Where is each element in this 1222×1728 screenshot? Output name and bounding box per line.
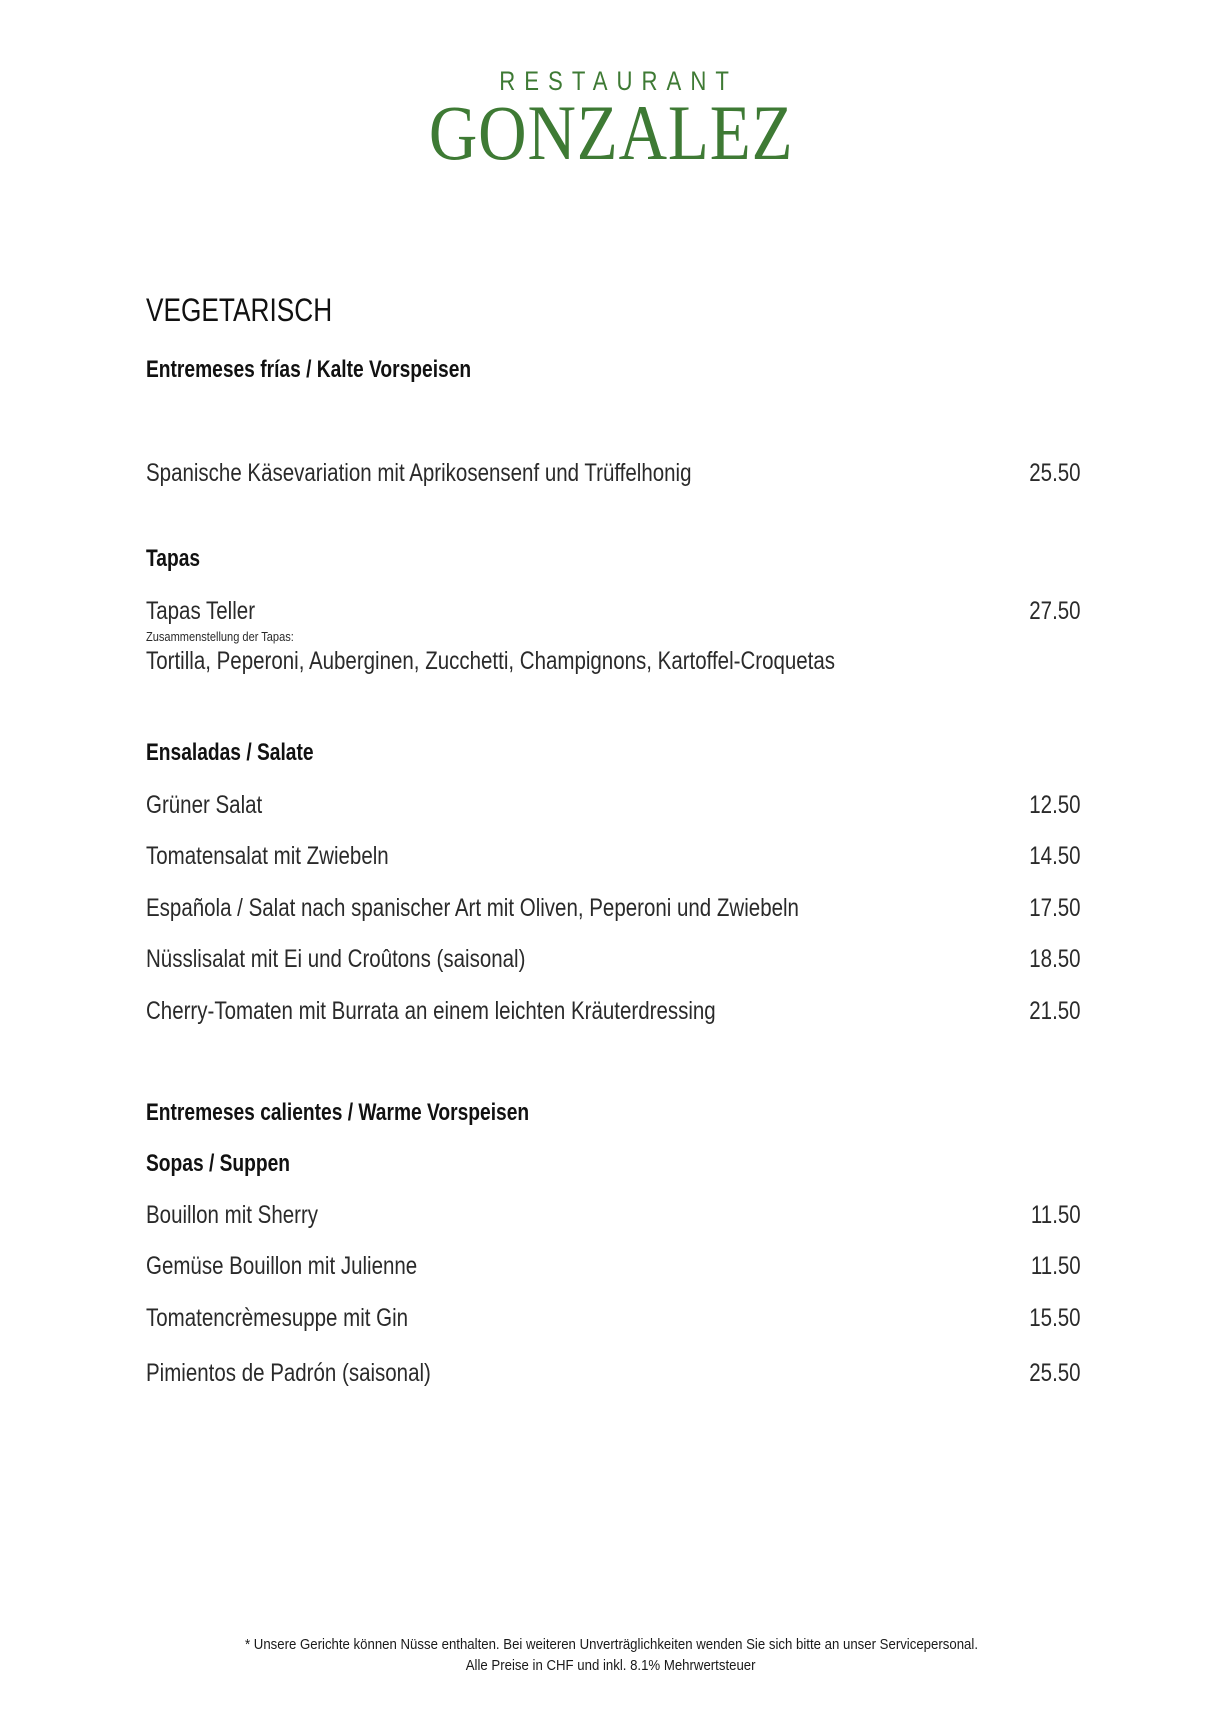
menu-item-price: 11.50 [1031,1252,1081,1280]
menu-item [146,894,1081,926]
menu-item [146,945,1081,977]
menu-item-name: Tapas Teller [146,597,256,625]
footer-line-2: Alle Preise in CHF und inkl. 8.1% Mehrwertsteuer [466,1657,756,1674]
menu-item-price: 27.50 [1029,597,1081,625]
menu-item-price: 17.50 [1029,894,1081,922]
menu-item [146,1304,1081,1336]
menu-item-name: Nüsslisalat mit Ei und Croûtons (saisonal) [146,945,526,973]
section-title-kalte-vorspeisen: Entremeses frías / Kalte Vorspeisen [146,356,472,383]
menu-item-price: 25.50 [1029,459,1081,487]
menu-item-price: 25.50 [1029,1359,1081,1387]
tapas-note: Zusammenstellung der Tapas: [146,629,294,644]
footer-line-1: * Unsere Gerichte können Nüsse enthalten. Bei weiteren Unverträglichkeiten wenden Sie sich bitte an unser Servicepersonal. [244,1636,978,1653]
menu-item-price: 12.50 [1029,791,1081,819]
menu-item-price: 18.50 [1029,945,1081,973]
menu-item [146,791,1081,823]
section-title-tapas: Tapas [146,545,201,572]
menu-item-price: 14.50 [1029,842,1081,870]
menu-item [146,1252,1081,1284]
menu-item-name: Cherry-Tomaten mit Burrata an einem leichten Kräuterdressing [146,997,716,1025]
menu-item-name: Grüner Salat [146,791,263,819]
menu-item-name: Gemüse Bouillon mit Julienne [146,1252,418,1280]
menu-item-name: Española / Salat nach spanischer Art mit Oliven, Peperoni und Zwiebeln [146,894,799,922]
menu-item-name: Pimientos de Padrón (saisonal) [146,1359,431,1387]
menu-item [146,597,1081,629]
footer-price-note [0,1657,1222,1674]
menu-item [146,1359,1081,1391]
footer-allergy-note [0,1636,1222,1653]
menu-item-price: 21.50 [1029,997,1081,1025]
menu-item-name: Tomatencrèmesuppe mit Gin [146,1304,409,1332]
menu-item [146,997,1081,1029]
menu-item-price: 15.50 [1029,1304,1081,1332]
menu-item-name: Bouillon mit Sherry [146,1201,319,1229]
section-title-warme-vorspeisen: Entremeses calientes / Warme Vorspeisen [146,1099,530,1126]
restaurant-logo-name: GONZALEZ [428,89,794,176]
section-title-salate: Ensaladas / Salate [146,739,314,766]
tapas-description: Tortilla, Peperoni, Auberginen, Zucchetti, Champignons, Kartoffel-Croquetas [146,647,836,675]
section-title-suppen: Sopas / Suppen [146,1150,291,1177]
menu-item [146,842,1081,874]
menu-item [146,1201,1081,1233]
menu-item-name: Tomatensalat mit Zwiebeln [146,842,389,870]
menu-item [146,459,1081,491]
menu-title: VEGETARISCH [146,292,333,328]
menu-item-price: 11.50 [1031,1201,1081,1229]
restaurant-logo-tagline: RESTAURANT [499,66,738,96]
menu-item-name: Spanische Käsevariation mit Aprikosensenf und Trüffelhonig [146,459,692,487]
